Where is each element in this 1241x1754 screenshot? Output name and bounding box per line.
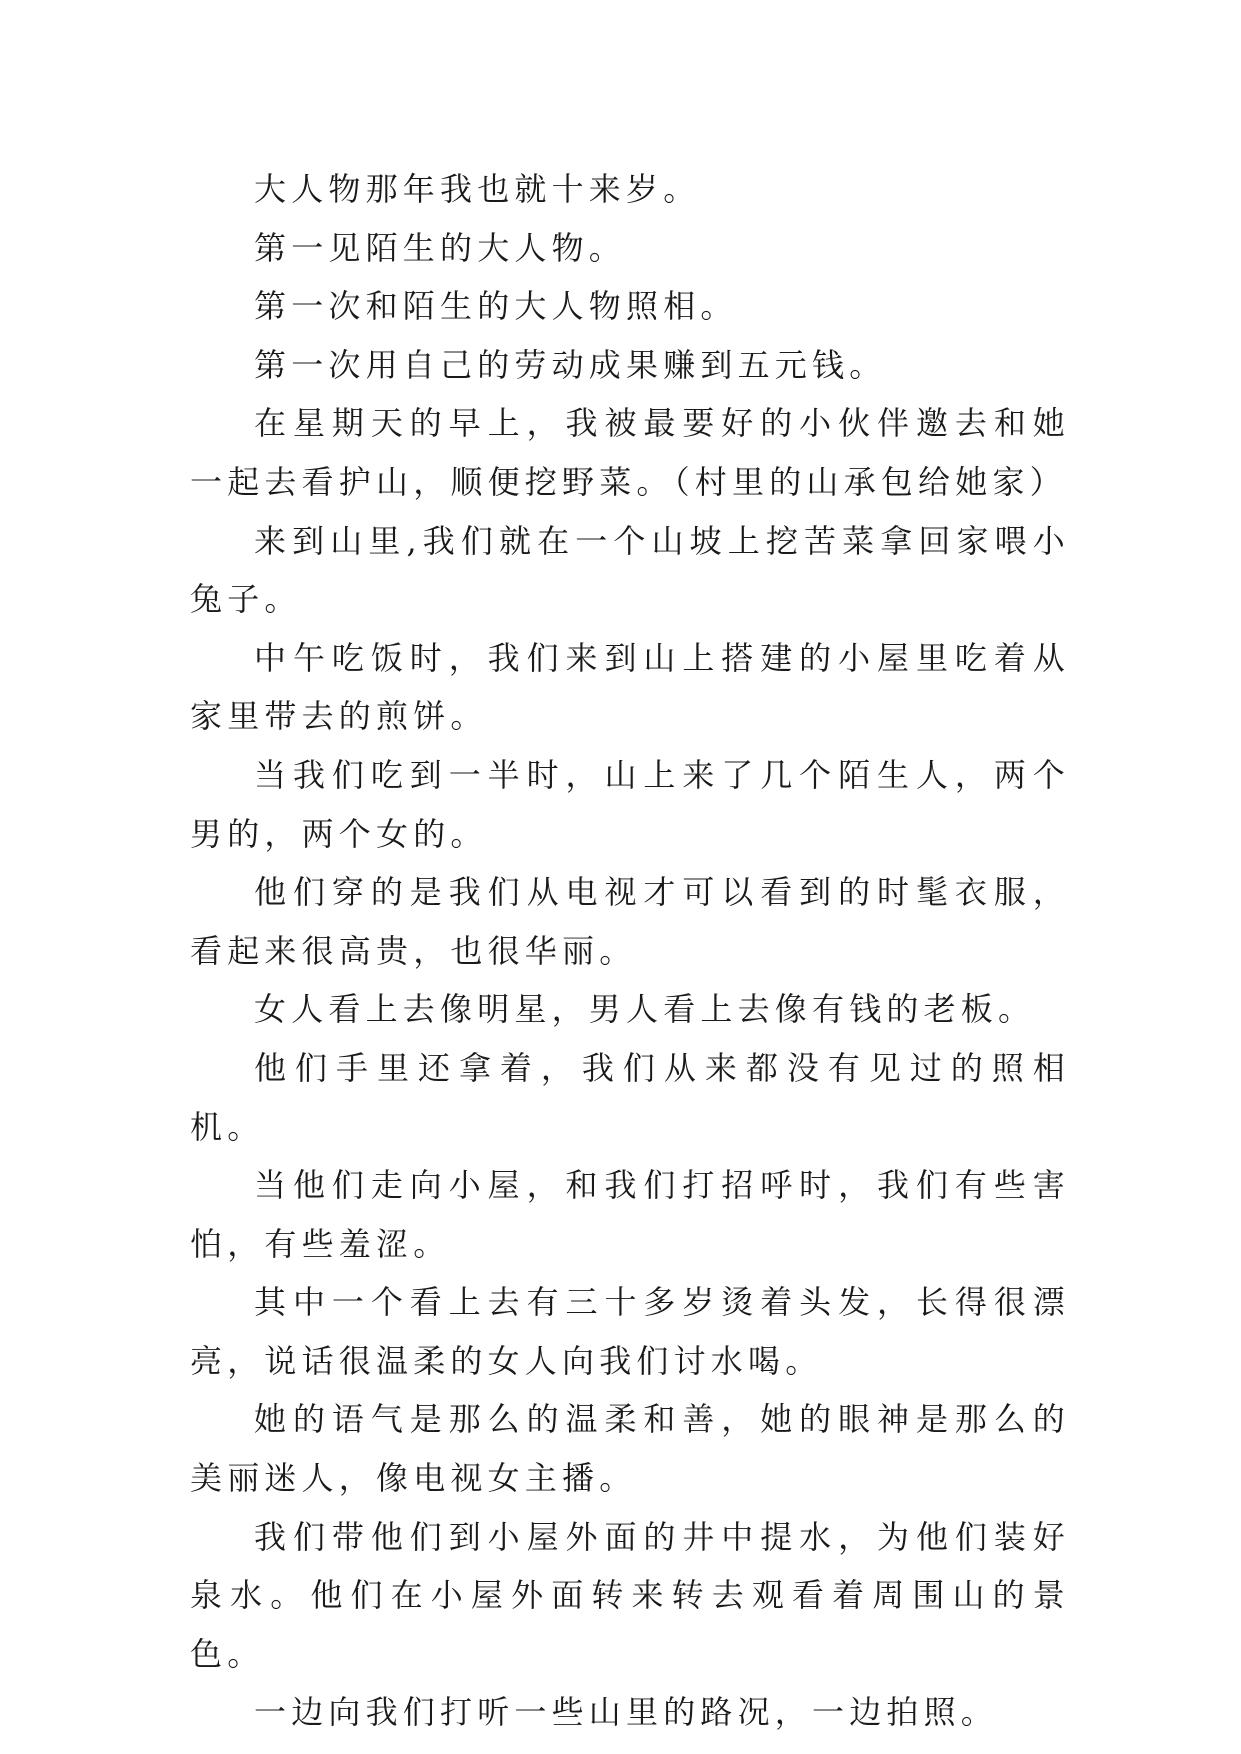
paragraph: 中午吃饭时，我们来到山上搭建的小屋里吃着从家里带去的煎饼。 — [190, 638, 1070, 736]
paragraph: 一边向我们打听一些山里的路况，一边拍照。 — [254, 1693, 999, 1732]
paragraph: 当我们吃到一半时，山上来了几个陌生人，两个男的，两个女的。 — [190, 755, 1070, 853]
paragraph: 来到山里,我们就在一个山坡上挖苦菜拿回家喂小兔子。 — [190, 521, 1070, 619]
paragraph: 女人看上去像明星，男人看上去像有钱的老板。 — [254, 990, 1036, 1029]
paragraph: 当他们走向小屋，和我们打招呼时，我们有些害怕，有些羞涩。 — [190, 1166, 1070, 1263]
paragraph: 其中一个看上去有三十多岁烫着头发，长得很漂亮，说话很温柔的女人向我们讨水喝。 — [190, 1283, 1070, 1380]
paragraph: 第一次和陌生的大人物照相。 — [254, 287, 738, 326]
paragraph: 她的语气是那么的温柔和善，她的眼神是那么的美丽迷人，像电视女主播。 — [190, 1400, 1070, 1498]
paragraph: 他们穿的是我们从电视才可以看到的时髦衣服，看起来很高贵，也很华丽。 — [190, 873, 1070, 970]
paragraph: 在星期天的早上，我被最要好的小伙伴邀去和她一起去看护山，顺便挖野菜。（村里的山承包给她家） — [190, 404, 1070, 501]
paragraph: 第一见陌生的大人物。 — [254, 228, 627, 267]
paragraph: 他们手里还拿着，我们从来都没有见过的照相机。 — [190, 1048, 1070, 1146]
paragraph: 我们带他们到小屋外面的井中提水，为他们装好泉水。他们在小屋外面转来转去观看着周围山的景色。 — [190, 1517, 1070, 1673]
document-body — [190, 160, 1070, 1742]
paragraph: 大人物那年我也就十来岁。 — [254, 170, 701, 208]
paragraph: 第一次用自己的劳动成果赚到五元钱。 — [254, 345, 887, 384]
